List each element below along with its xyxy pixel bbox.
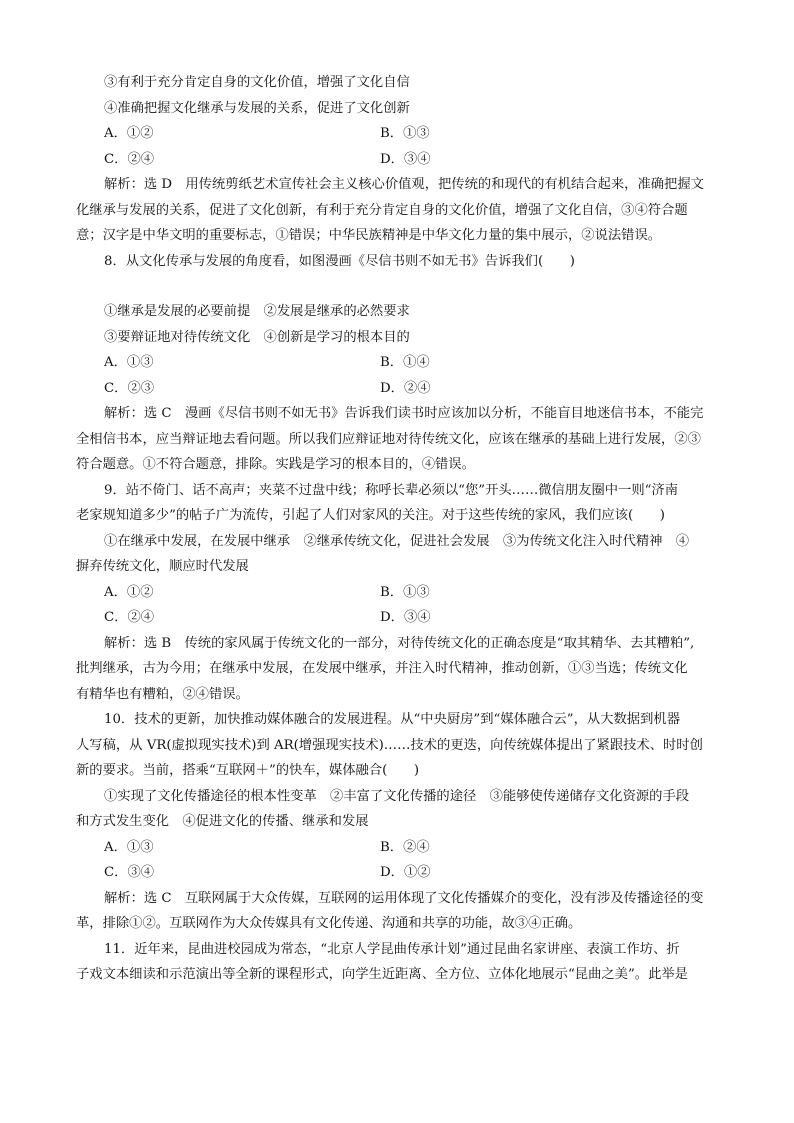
q9-stem-line-1: 9．站不倚门、话不高声；夹菜不过盘中线；称呼长辈必须以“您”开头……微信朋友圈中一则“济南 (104, 482, 679, 498)
q10-statements-line-2: 和方式发生变化 ④促进文化的传播、继承和发展 (76, 814, 369, 829)
q10-options-row-1 (76, 835, 726, 861)
q8-option-b: B．①④ (380, 355, 430, 370)
q9-option-d: D．③④ (380, 610, 431, 625)
q10-option-c: C．③④ (104, 865, 155, 880)
q9-option-b: B．①③ (380, 584, 430, 600)
q11-stem-line-2: 子戏文本细读和示范演出等全新的课程形式，向学生近距离、全方位、立体化地展示“昆曲之美”。此举是 (76, 967, 688, 982)
q10-option-d: D．①② (380, 865, 431, 880)
q8-stem: 8．从文化传承与发展的角度看，如图漫画《尽信书则不如无书》告诉我们( ) (104, 253, 575, 269)
q9-options-row-2 (76, 605, 726, 631)
q8-statements-line-2: ③要辩证地对待传统文化 ④创新是学习的根本目的 (104, 329, 410, 345)
q10-options-row-2 (76, 860, 726, 886)
q7-option-a: A．①② (104, 126, 154, 141)
q9-statements-line-2: 摒弃传统文化，顺应时代发展 (76, 559, 249, 574)
q7-option-c: C．②④ (104, 151, 155, 167)
q9-analysis-line-3: 有精华也有糟粕，②④错误。 (76, 686, 249, 702)
q8-analysis-line-1: 解析：选 C 漫画《尽信书则不如无书》告诉我们读书时应该加以分析，不能盲目地迷信书本，不能完 (104, 406, 704, 421)
q7-analysis-line-3: 意；汉字是中华文明的重要标志，①错误；中华民族精神是中华文化力量的集中展示，②说法错误。 (76, 228, 662, 243)
q10-analysis-line-2: 革，排除①②。互联网作为大众传媒具有文化传递、沟通和共享的功能，故③④正确。 (76, 916, 582, 931)
q8-options-row-2 (76, 376, 726, 402)
q9-options-row-1 (76, 580, 726, 606)
document-page (76, 70, 726, 988)
q10-stem-line-1: 10．技术的更新，加快推动媒体融合的发展进程。从“中央厨房”到“媒体融合云”，从大数据到机器 (104, 712, 680, 727)
q9-analysis-line-2: 批判继承，古为今用；在继承中发展，在发展中继承，并注入时代精神，推动创新，①③当选；传统文化 (76, 661, 688, 676)
q10-statements-line-1: ①实现了文化传播途径的根本性变革 ②丰富了文化传播的途径 ③能够使传递储存文化资源的手段 (104, 788, 690, 804)
q8-option-d: D．②④ (380, 380, 431, 396)
q8-options-row-1 (76, 350, 726, 376)
q7-analysis-line-1: 解析：选 D 用传统剪纸艺术宣传社会主义核心价值观，把传统的和现代的有机结合起来，准确把握文 (104, 177, 704, 192)
q10-option-b: B．②④ (380, 839, 430, 855)
q8-analysis-line-2: 全相信书本，应当辩证地去看问题。所以我们应辩证地对待传统文化，应该在继承的基础上进行发展，②③ (76, 431, 701, 447)
q7-option-b: B．①③ (380, 126, 430, 141)
q8-analysis-line-3: 符合题意。①不符合题意，排除。实践是学习的根本目的，④错误。 (76, 457, 475, 472)
q7-options-row-1 (76, 121, 726, 147)
q11-stem-line-1: 11．近年来，昆曲进校园成为常态，“北京人学昆曲传承计划”通过昆曲名家讲座、表演工作坊、折 (104, 941, 680, 957)
q9-analysis-line-1: 解析：选 B 传统的家风属于传统文化的一部分，对待传统文化的正确态度是“取其精华、去其糟粕”, (104, 635, 695, 651)
q7-analysis-line-2: 化继承与发展的关系，促进了文化创新，有利于充分肯定自身的文化价值，增强了文化自信，③④符合题 (76, 202, 688, 218)
q8-statements-line-1: ①继承是发展的必要前提 ②发展是继承的必然要求 (104, 304, 410, 319)
q8-figure-placeholder (76, 274, 726, 299)
q7-options-row-2 (76, 147, 726, 173)
q7-option-d: D．③④ (380, 151, 431, 167)
q9-stem-line-2: 老家规知道多少”的帖子广为流传，引起了人们对家风的关注。对于这些传统的家风，我们应该( ) (76, 508, 665, 523)
q8-option-a: A．①③ (104, 355, 154, 370)
q10-option-a: A．①③ (104, 839, 154, 855)
q9-option-a: A．①② (104, 584, 154, 600)
q8-option-c: C．②③ (104, 380, 155, 396)
q10-analysis-line-1: 解析：选 C 互联网属于大众传媒，互联网的运用体现了文化传播媒介的变化，没有涉及传播途径的变 (104, 890, 704, 906)
q7-statement-4: ④准确把握文化继承与发展的关系，促进了文化创新 (104, 100, 410, 116)
q9-statements-line-1: ①在继承中发展，在发展中继承 ②继承传统文化，促进社会发展 ③为传统文化注入时代精神 ④ (104, 533, 690, 549)
q10-stem-line-3: 新的要求。当前，搭乘“互联网＋”的快车，媒体融合( ) (76, 763, 420, 778)
q9-option-c: C．②④ (104, 610, 155, 625)
q7-statement-3: ③有利于充分肯定自身的文化价值，增强了文化自信 (104, 75, 410, 90)
q10-stem-line-2: 人写稿，从 VR(虚拟现实技术)到 AR(增强现实技术)……技术的更迭，向传统媒体提出了紧跟技术、时时创 (76, 737, 703, 753)
